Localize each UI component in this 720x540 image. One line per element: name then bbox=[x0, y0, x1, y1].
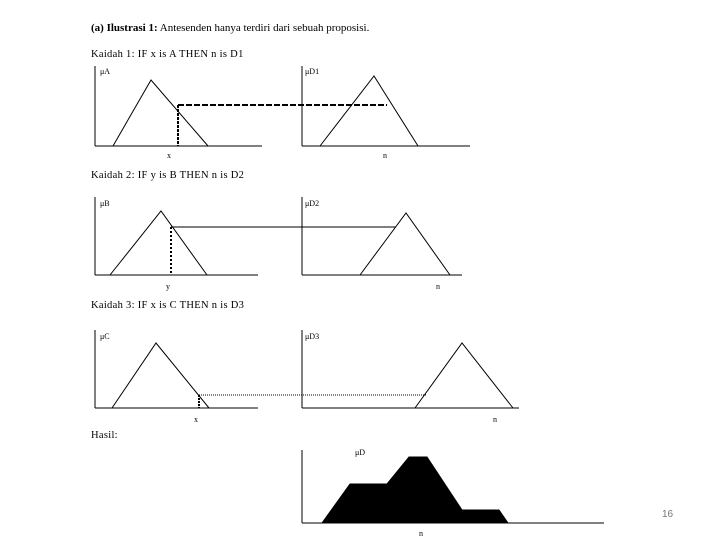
rule-1-right-mu: μD1 bbox=[305, 67, 320, 76]
rule-2-left-mu: μB bbox=[100, 199, 110, 208]
heading-text: Antesenden hanya terdiri dari sebuah proposisi. bbox=[159, 22, 370, 34]
result-axis-label: n bbox=[419, 529, 423, 538]
rule-1-left-mu: μA bbox=[100, 67, 111, 76]
rule-1-left-axis-label: x bbox=[167, 151, 171, 160]
rule-3-right-mu: μD3 bbox=[305, 332, 320, 341]
rule-3-label: Kaidah 3: IF x is C THEN n is D3 bbox=[91, 300, 245, 311]
result-label: Hasil: bbox=[91, 430, 118, 441]
rule-1-right-axis-label: n bbox=[383, 151, 387, 160]
rule-2-left-axis-label: y bbox=[166, 282, 170, 291]
rule-2-left-plot bbox=[95, 197, 258, 275]
page-number: 16 bbox=[662, 509, 674, 520]
rule-1-membership-D1 bbox=[320, 76, 418, 146]
rule-3-membership-D3 bbox=[415, 343, 513, 408]
result-plot bbox=[302, 450, 604, 523]
rule-2-membership-D2 bbox=[360, 213, 450, 275]
rule-2-right-plot bbox=[302, 197, 462, 275]
result-aggregated-shape bbox=[322, 457, 508, 523]
rule-3-left-axis-label: x bbox=[194, 415, 198, 424]
rule-2-membership-B bbox=[110, 211, 207, 275]
rule-3-right-axis-label: n bbox=[493, 415, 497, 424]
heading-label: (a) Ilustrasi 1: bbox=[91, 22, 158, 34]
rule-2-right-axis-label: n bbox=[436, 282, 440, 291]
rule-2-right-mu: μD2 bbox=[305, 199, 320, 208]
result-mu: μD bbox=[355, 448, 366, 457]
rule-3-membership-C bbox=[112, 343, 209, 408]
rule-2-label: Kaidah 2: IF y is B THEN n is D2 bbox=[91, 170, 245, 181]
rule-3-left-mu: μC bbox=[100, 332, 110, 341]
rule-3-right-plot bbox=[302, 330, 519, 408]
rule-1-label: Kaidah 1: IF x is A THEN n is D1 bbox=[91, 49, 244, 60]
rule-3-left-plot bbox=[95, 330, 258, 408]
rule-1-membership-A bbox=[113, 80, 208, 146]
